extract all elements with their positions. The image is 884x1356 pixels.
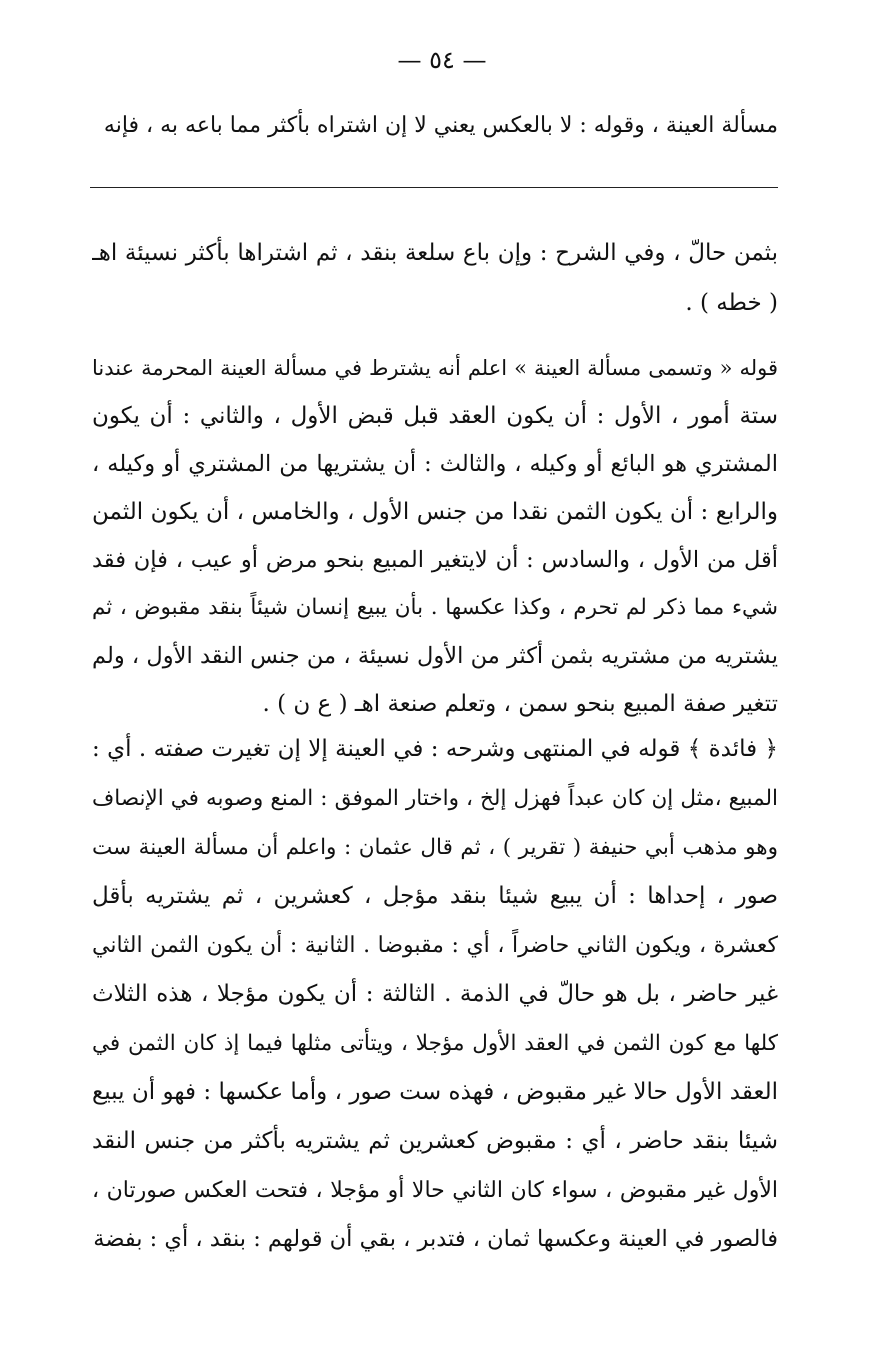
paragraph-3 <box>92 725 778 1264</box>
text-line: وهو مذهب أبي حنيفة ( تقرير ) ، ثم قال عثمان : واعلم أن مسألة العينة ست <box>92 835 778 860</box>
text-line: يشتريه من مشتريه بثمن أكثر من الأول نسيئة ، من جنس النقد الأول ، ولم <box>92 643 778 669</box>
text-line: المبيع ،مثل إن كان عبداً فهزل إلخ ، واختار الموفق : المنع وصوبه في الإنصاف <box>92 786 778 811</box>
text-line: شيء مما ذكر لم تحرم ، وكذا عكسها . بأن يبيع إنسان شيئاً بنقد مقبوض ، ثم <box>92 595 778 620</box>
text-line: العقد الأول حالا غير مقبوض ، فهذه ست صور ، وأما عكسها : فهو أن يبيع <box>92 1079 778 1105</box>
text-line: كعشرة ، ويكون الثاني حاضراً ، أي : مقبوضا . الثانية : أن يكون الثمن الثاني <box>92 933 778 958</box>
footnote-divider <box>90 187 778 188</box>
text-line: صور ، إحداها : أن يبيع شيئا بنقد مؤجل ، كعشرين ، ثم يشتريه بأقل <box>92 883 778 909</box>
paragraph-2 <box>92 344 778 728</box>
text-line: ( خطه ) . <box>685 290 778 316</box>
text-line: أقل من الأول ، والسادس : أن لايتغير المبيع بنحو مرض أو عيب ، فإن فقد <box>92 547 778 573</box>
paragraph-1 <box>92 228 778 328</box>
text-line: كلها مع كون الثمن في العقد الأول مؤجلا ، ويتأتى مثلها فيما إذ كان الثمن في <box>92 1031 778 1056</box>
text-line: قوله « وتسمى مسألة العينة » اعلم أنه يشترط في مسألة العينة المحرمة عندنا <box>92 356 778 380</box>
text-line: ستة أمور ، الأول : أن يكون العقد قبل قبض الأول ، والثاني : أن يكون <box>92 403 778 429</box>
header-note: مسألة العينة ، وقوله : لا بالعكس يعني لا إن اشتراه بأكثر مما باعه به ، فإنه <box>103 113 778 138</box>
text-line: والرابع : أن يكون الثمن نقدا من جنس الأول ، والخامس ، أن يكون الثمن <box>92 499 778 525</box>
text-line: بثمن حالّ ، وفي الشرح : وإن باع سلعة بنقد ، ثم اشتراها بأكثر نسيئة اهـ <box>92 240 778 266</box>
text-line: غير حاضر ، بل هو حالّ في الذمة . الثالثة : أن يكون مؤجلا ، هذه الثلاث <box>92 981 778 1007</box>
page-number: — ٥٤ — <box>397 46 487 74</box>
text-line: ﴿ فائدة ﴾ قوله في المنتهى وشرحه : في العينة إلا إن تغيرت صفته . أي : <box>92 736 778 762</box>
text-line: المشتري هو البائع أو وكيله ، والثالث : أن يشتريها من المشتري أو وكيله ، <box>92 451 778 477</box>
text-line: فالصور في العينة وعكسها ثمان ، فتدبر ، بقي أن قولهم : بنقد ، أي : بفضة <box>93 1226 778 1252</box>
text-line: شيئا بنقد حاضر ، أي : مقبوض كعشرين ثم يشتريه بأكثر من جنس النقد <box>92 1128 778 1154</box>
text-line: الأول غير مقبوض ، سواء كان الثاني حالا أو مؤجلا ، فتحت العكس صورتان ، <box>92 1178 778 1203</box>
text-line: تتغير صفة المبيع بنحو سمن ، وتعلم صنعة اهـ ( ع ن ) . <box>262 691 778 717</box>
